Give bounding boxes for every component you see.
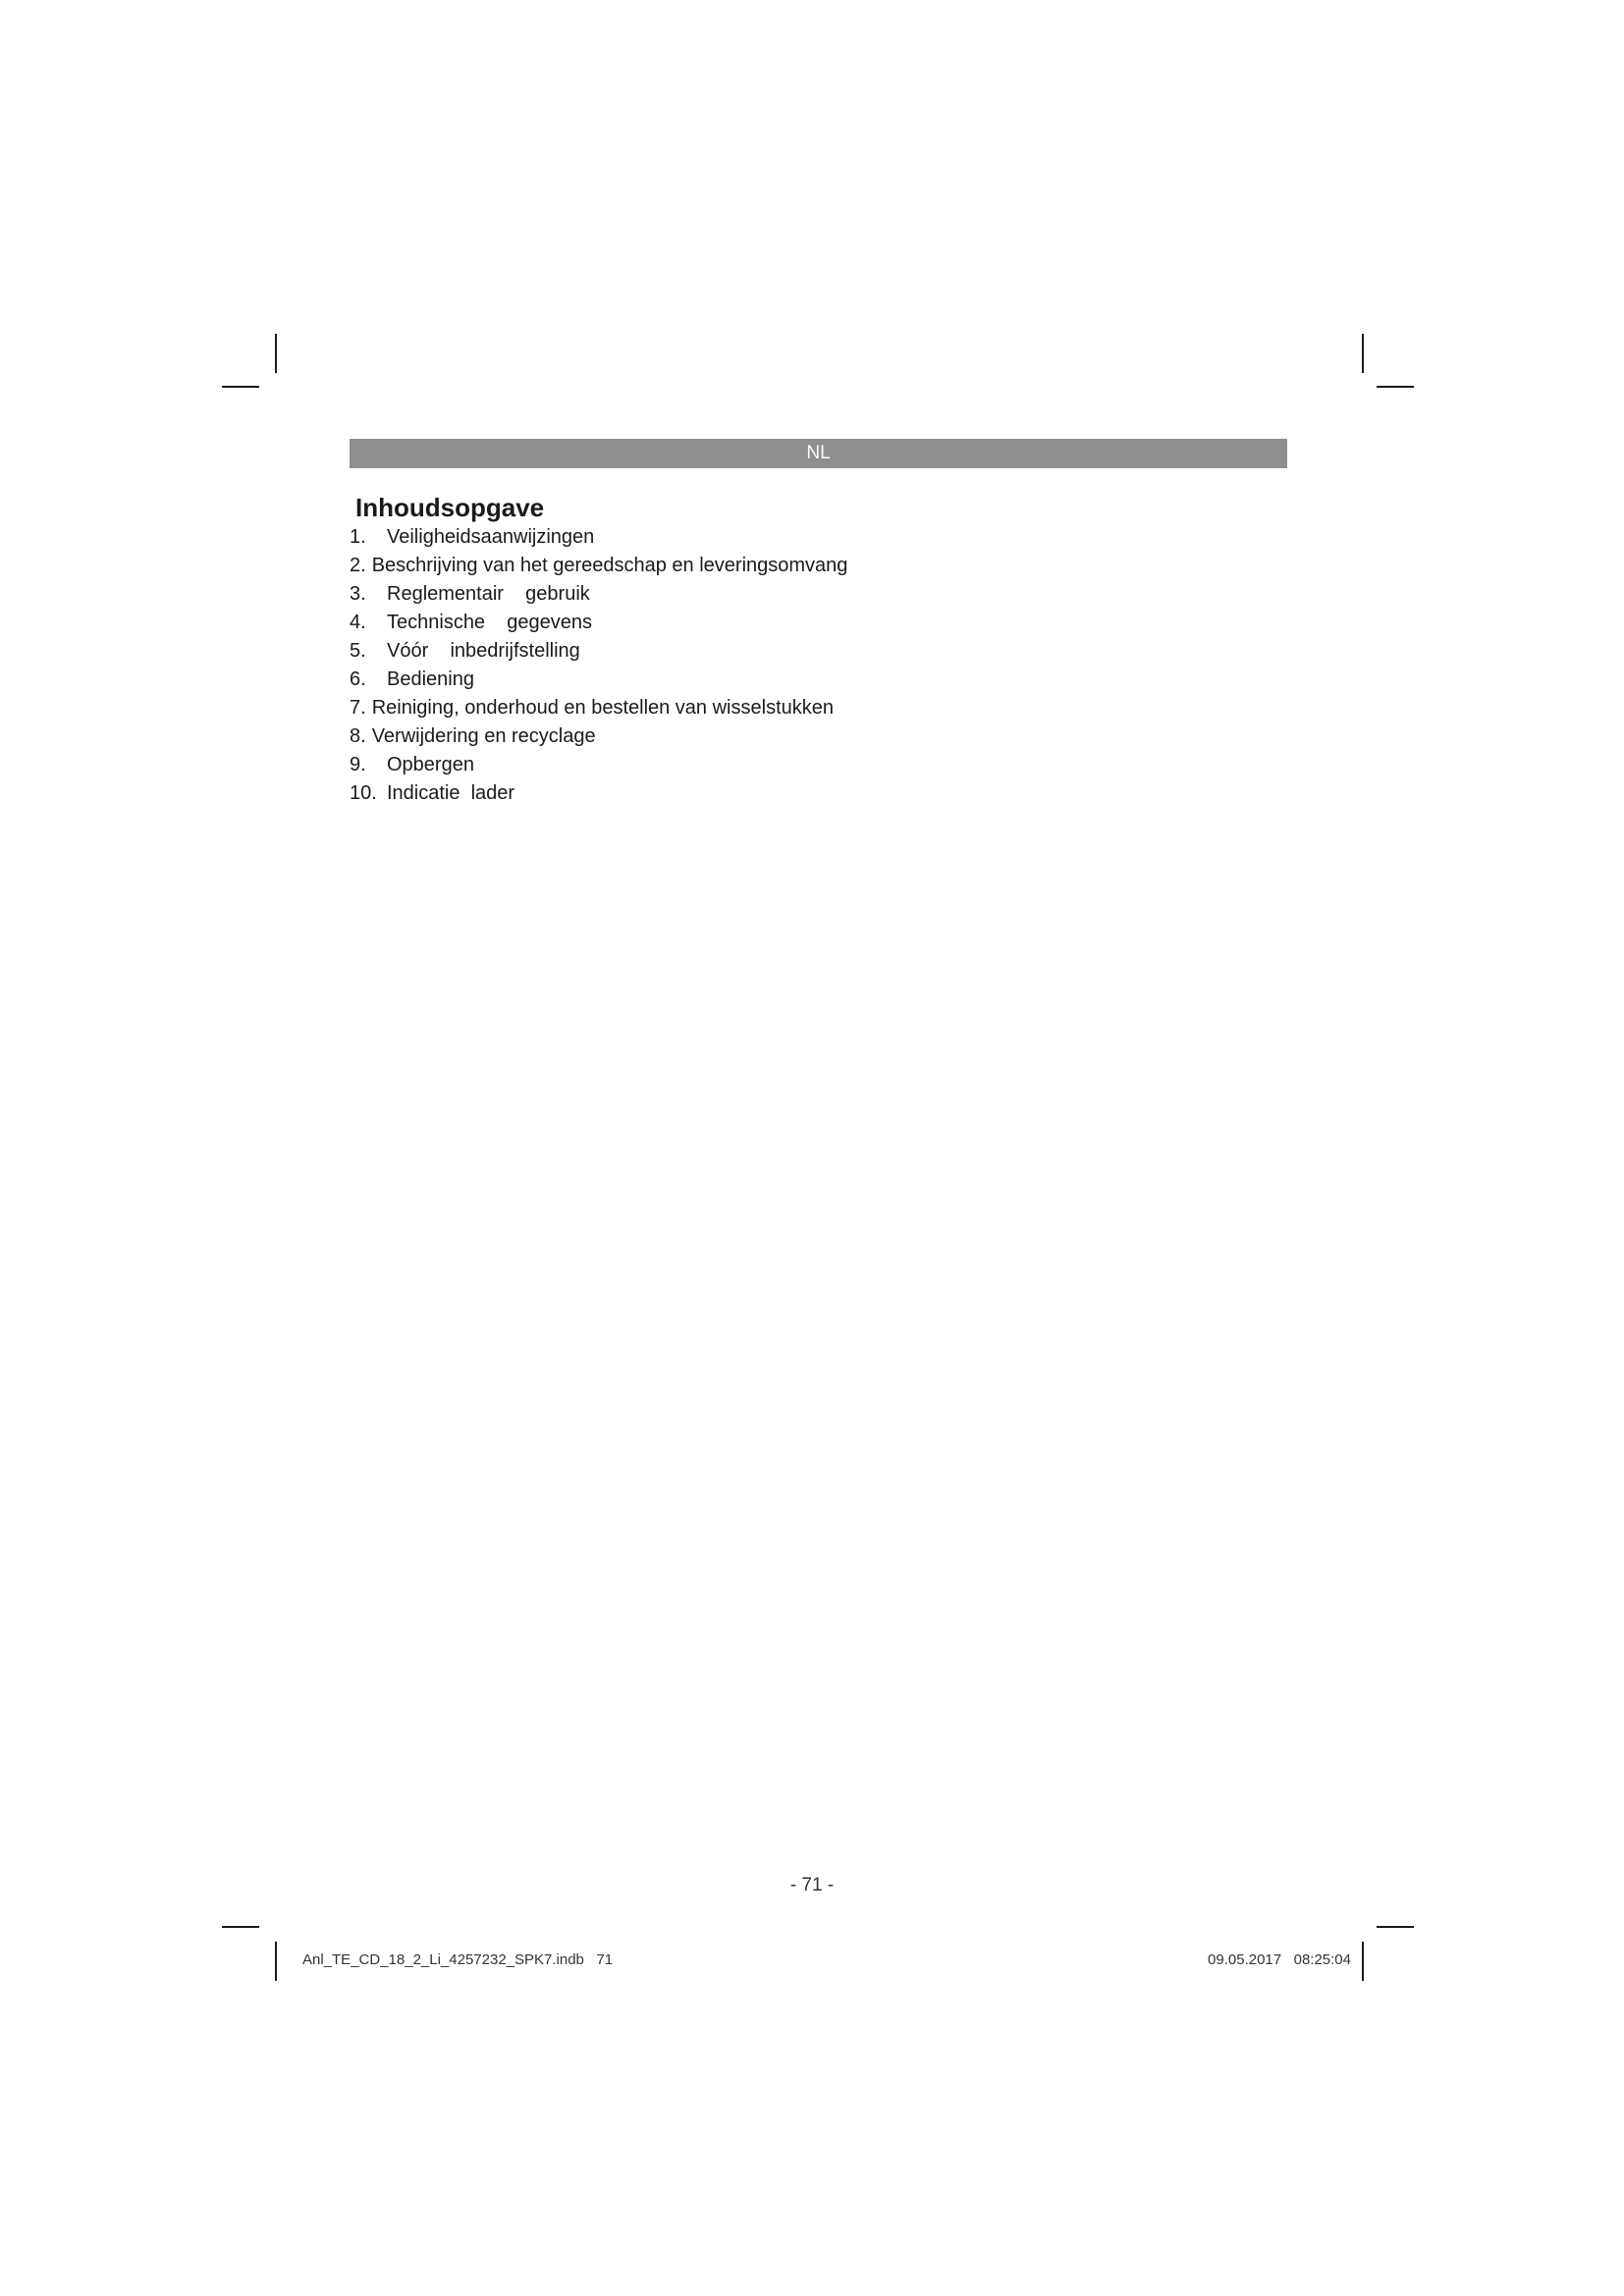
toc-item-9: [350, 751, 847, 779]
toc-item-7: [350, 694, 847, 722]
toc-item-3: [350, 580, 847, 609]
crop-mark-top-right-horizontal: [1377, 386, 1414, 388]
toc-item-text: Reiniging, onderhoud en bestellen van wisselstukken: [371, 697, 834, 719]
crop-mark-bottom-right-vertical: [1362, 1942, 1364, 1981]
toc-item-text: Beschrijving van het gereedschap en leveringsomvang: [371, 555, 848, 576]
toc-title: Inhoudsopgave: [355, 493, 545, 522]
toc-item-1: [350, 523, 847, 552]
toc-item-4: [350, 609, 847, 637]
toc-item-2: [350, 552, 847, 580]
toc-item-6: [350, 666, 847, 694]
toc-item-number: 9.: [350, 754, 366, 775]
toc-item-number: 3.: [350, 583, 366, 605]
toc-item-number: 5.: [350, 640, 366, 662]
crop-mark-top-left-vertical: [275, 334, 277, 373]
crop-mark-bottom-left-vertical: [275, 1942, 277, 1981]
crop-mark-bottom-left-horizontal: [222, 1926, 259, 1928]
toc-item-number: 4.: [350, 612, 366, 633]
toc-item-number: 2.: [350, 555, 366, 576]
page-number: - 71 -: [789, 1875, 835, 1896]
toc-item-number: 6.: [350, 668, 366, 690]
toc-item-text: Indicatie lader: [387, 782, 515, 804]
crop-mark-top-right-vertical: [1362, 334, 1364, 373]
crop-mark-top-left-horizontal: [222, 386, 259, 388]
toc-item-text: Technische gegevens: [387, 612, 593, 633]
toc-item-text: Verwijdering en recyclage: [371, 725, 596, 747]
toc-item-text: Veiligheidsaanwijzingen: [387, 526, 595, 548]
toc-item-text: Bediening: [387, 668, 474, 690]
crop-mark-bottom-right-horizontal: [1377, 1926, 1414, 1928]
toc-item-number: 7.: [350, 697, 366, 719]
toc-item-text: Vóór inbedrijfstelling: [387, 640, 580, 662]
toc-item-text: Opbergen: [387, 754, 474, 775]
toc-item-8: [350, 722, 847, 751]
file-slug: Anl_TE_CD_18_2_Li_4257232_SPK7.indb 71: [302, 1951, 614, 1968]
toc-list: [350, 523, 847, 808]
toc-item-10: [350, 779, 847, 808]
language-label: NL: [806, 443, 831, 463]
toc-item-number: 1.: [350, 526, 366, 548]
language-header-bar: [350, 439, 1287, 468]
toc-item-5: [350, 637, 847, 666]
toc-item-number: 8.: [350, 725, 366, 747]
toc-item-text: Reglementair gebruik: [387, 583, 590, 605]
toc-item-number: 10.: [350, 782, 377, 804]
print-timestamp: 09.05.2017 08:25:04: [1208, 1951, 1351, 1968]
